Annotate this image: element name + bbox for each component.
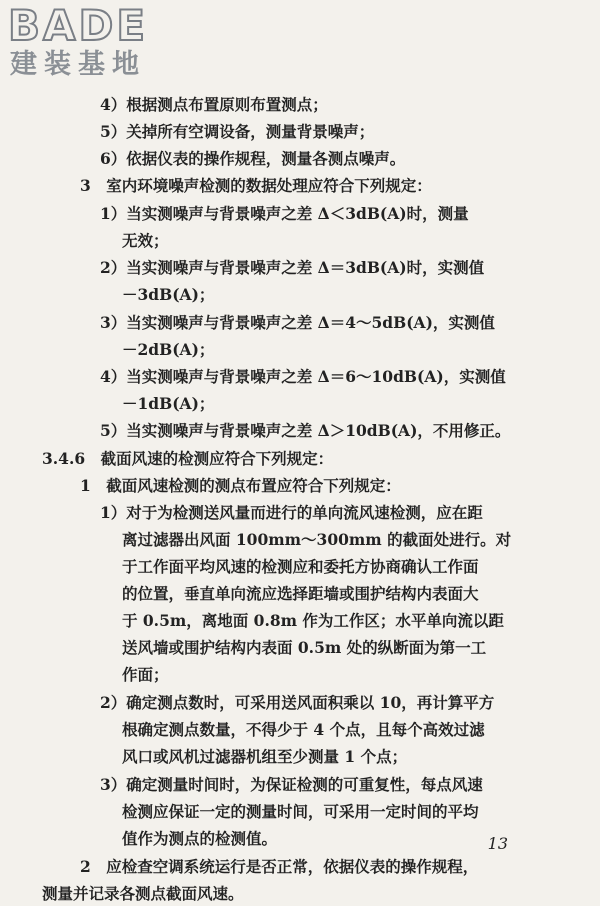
text-line: 测量并记录各测点截面风速。 <box>42 884 244 903</box>
text-line: －3dB(A)； <box>122 285 215 304</box>
text-line: 2）确定测点数时，可采用送风面积乘以 10，再计算平方 <box>100 693 495 712</box>
text-line: 1）当实测噪声与背景噪声之差 Δ＜3dB(A)时，测量 <box>100 204 469 223</box>
text-line: 送风墙或围护结构内表面 0.5m 处的纵断面为第一工 <box>122 638 487 657</box>
text-line: 离过滤器出风面 100mm～300mm 的截面处进行。对 <box>122 530 512 549</box>
text-line: 检测应保证一定的测量时间，可采用一定时间的平均 <box>122 802 479 821</box>
text-line: 4）根据测点布置原则布置测点； <box>100 95 328 114</box>
text-line: 作面； <box>122 665 169 684</box>
text-line: 6）依据仪表的操作规程，测量各测点噪声。 <box>100 149 406 168</box>
text-line: 3 室内环境噪声检测的数据处理应符合下列规定： <box>80 176 432 195</box>
logo-brand-text: BADE <box>8 1 149 50</box>
text-line: 5）关掉所有空调设备，测量背景噪声； <box>100 122 375 141</box>
text-line: 3）确定测量时间时，为保证检测的可重复性，每点风速 <box>100 775 483 794</box>
text-line: 2 应检查空调系统运行是否正常，依据仪表的操作规程， <box>80 857 479 876</box>
text-line: 5）当实测噪声与背景噪声之差 Δ＞10dB(A)，不用修正。 <box>100 421 511 440</box>
text-line: 风口或风机过滤器机组至少测量 1 个点； <box>122 747 408 766</box>
logo-brand-chinese: 建装基地 <box>10 49 146 80</box>
text-line: 1 截面风速检测的测点布置应符合下列规定： <box>80 476 401 495</box>
text-line: 值作为测点的检测值。 <box>122 829 278 848</box>
text-line: 无效； <box>122 231 169 250</box>
text-line: 于 0.5m，离地面 0.8m 作为工作区；水平单向流以距 <box>122 611 504 630</box>
text-line: 3）当实测噪声与背景噪声之差 Δ＝4～5dB(A)，实测值 <box>100 313 495 332</box>
text-line: 根确定测点数量，不得少于 4 个点，且每个高效过滤 <box>122 720 485 739</box>
bade-logo <box>8 1 188 82</box>
text-line: －1dB(A)； <box>122 394 215 413</box>
text-line: －2dB(A)； <box>122 340 215 359</box>
text-line: 1）对于为检测送风量而进行的单向流风速检测，应在距 <box>100 503 483 522</box>
text-line: 2）当实测噪声与背景噪声之差 Δ＝3dB(A)时，实测值 <box>100 258 485 277</box>
text-line: 3.4.6 截面风速的检测应符合下列规定： <box>42 449 334 468</box>
text-line: 的位置，垂直单向流应选择距墙或围护结构内表面大 <box>122 584 479 603</box>
text-line: 4）当实测噪声与背景噪声之差 Δ＝6～10dB(A)，实测值 <box>100 367 506 386</box>
text-line: 于工作面平均风速的检测应和委托方协商确认工作面 <box>122 557 479 576</box>
page-number: 13 <box>487 834 508 853</box>
